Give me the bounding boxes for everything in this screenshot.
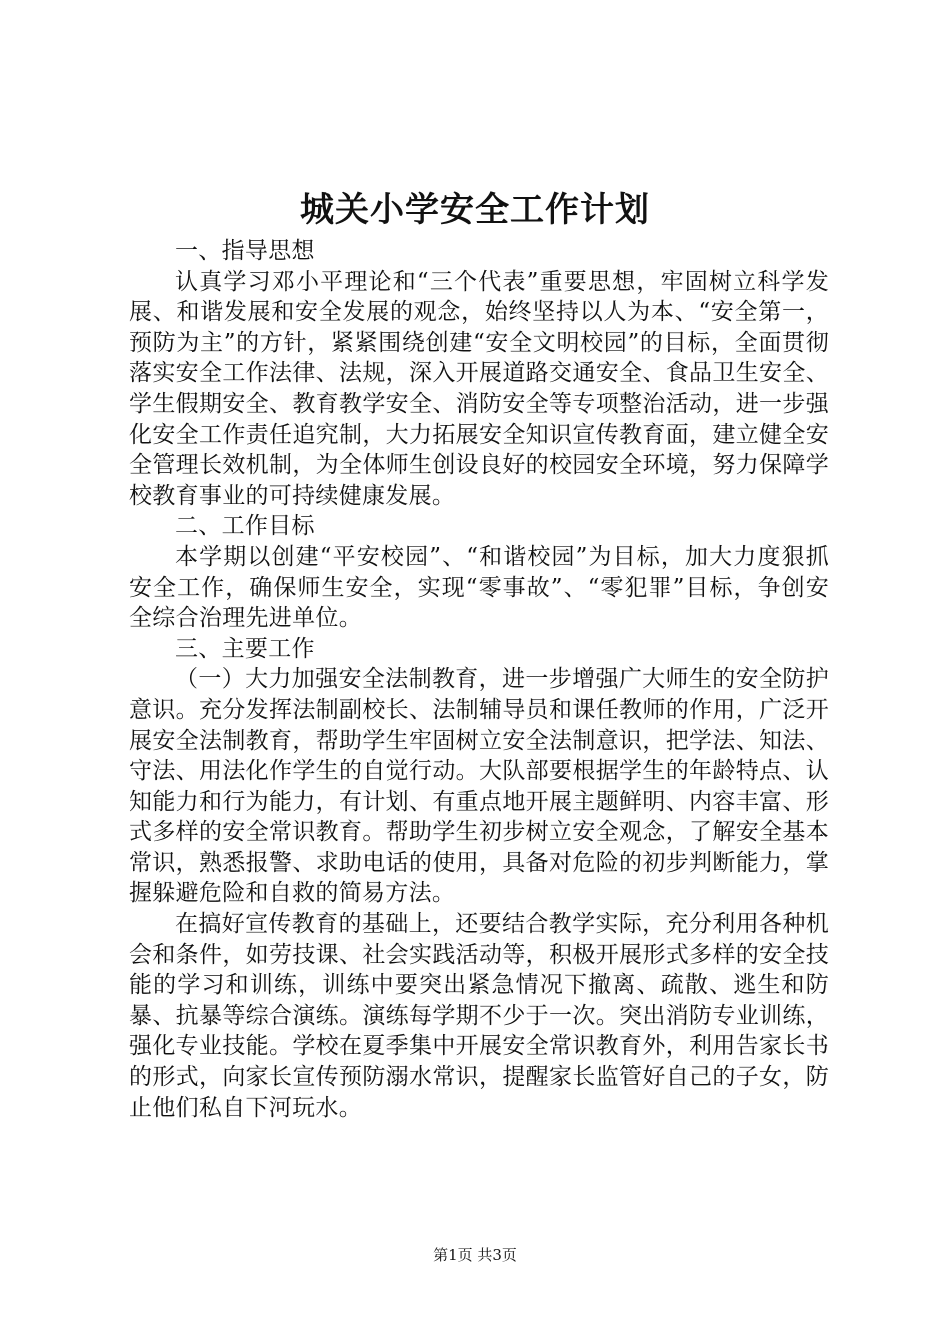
page-footer: 第1页 共3页: [433, 1246, 517, 1264]
paragraph-safety-law-education: （一）大力加强安全法制教育，进一步增强广大师生的安全防护意识。充分发挥法制副校长、法制辅导员和课任教师的作用，广泛开展安全法制教育，帮助学生牢固树立安全法制意识，把学法、知法、守法、用法化作学生的自觉行动。大队部要根据学生的年龄特点、认知能力和行为能力，有计划、有重点地开展主题鲜明、内容丰富、形式多样的安全常识教育。帮助学生初步树立安全观念，了解安全基本常识，熟悉报警、求助电话的使用，具备对危险的初步判断能力，掌握躲避危险和自救的简易方法。: [129, 666, 829, 907]
paragraph-safety-skills-training: 在搞好宣传教育的基础上，还要结合教学实际，充分利用各种机会和条件，如劳技课、社会实践活动等，积极开展形式多样的安全技能的学习和训练，训练中要突出紧急情况下撤离、疏散、逃生和防暴、抗暴等综合演练。演练每学期不少于一次。突出消防专业训练，强化专业技能。学校在夏季集中开展安全常识教育外，利用告家长书的形式，向家长宣传预防溺水常识，提醒家长监管好自己的子女，防止他们私自下河玩水。: [129, 911, 829, 1121]
document-title: 城关小学安全工作计划: [300, 190, 650, 230]
section-heading-work-goals: 二、工作目标: [175, 513, 315, 540]
section-heading-guiding-ideology: 一、指导思想: [175, 238, 315, 264]
paragraph-work-goals: 本学期以创建“平安校园”、“和谐校园”为目标，加大力度狠抓安全工作，确保师生安全，实现“零事故”、“零犯罪”目标，争创安全综合治理先进单位。: [129, 543, 829, 632]
section-heading-main-work: 三、主要工作: [175, 635, 315, 662]
paragraph-guiding-ideology: 认真学习邓小平理论和“三个代表”重要思想，牢固树立科学发展、和谐发展和安全发展的观念，始终坚持以人为本、“安全第一，预防为主”的方针，紧紧围绕创建“安全文明校园”的目标，全面贯彻落实安全工作法律、法规，深入开展道路交通安全、食品卫生安全、学生假期安全、教育教学安全、消防安全等专项整治活动，进一步强化安全工作责任追究制，大力拓展安全知识宣传教育面，建立健全安全管理长效机制，为全体师生创设良好的校园安全环境，努力保障学校教育事业的可持续健康发展。: [129, 268, 829, 509]
document-body: [129, 236, 829, 1123]
